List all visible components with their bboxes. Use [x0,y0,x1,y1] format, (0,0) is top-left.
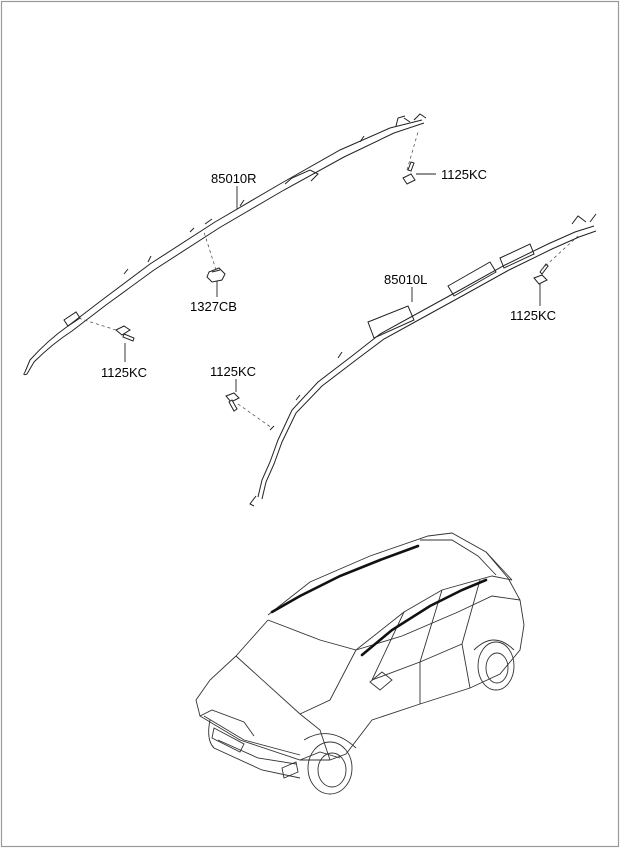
label-85010R: 85010R [211,171,257,186]
diagram-border [2,2,619,847]
label-1327CB: 1327CB [190,299,237,314]
bolt-icon [116,326,134,341]
curtain-airbag-left [250,214,596,506]
curtain-airbag-right [24,114,426,375]
installation-lines [78,132,578,428]
bolt-icon [226,393,239,411]
vehicle-illustration [196,533,524,794]
vehicle-airbag-highlight [272,546,486,655]
bolt-icon [534,264,548,284]
label-1125KC: 1125KC [510,308,557,323]
label-1125KC: 1125KC [441,167,488,182]
label-85010L: 85010L [384,272,428,287]
bolt-icon [403,162,415,184]
label-1125KC: 1125KC [210,364,257,379]
clip-icon [207,268,225,282]
label-1125KC: 1125KC [101,365,148,380]
